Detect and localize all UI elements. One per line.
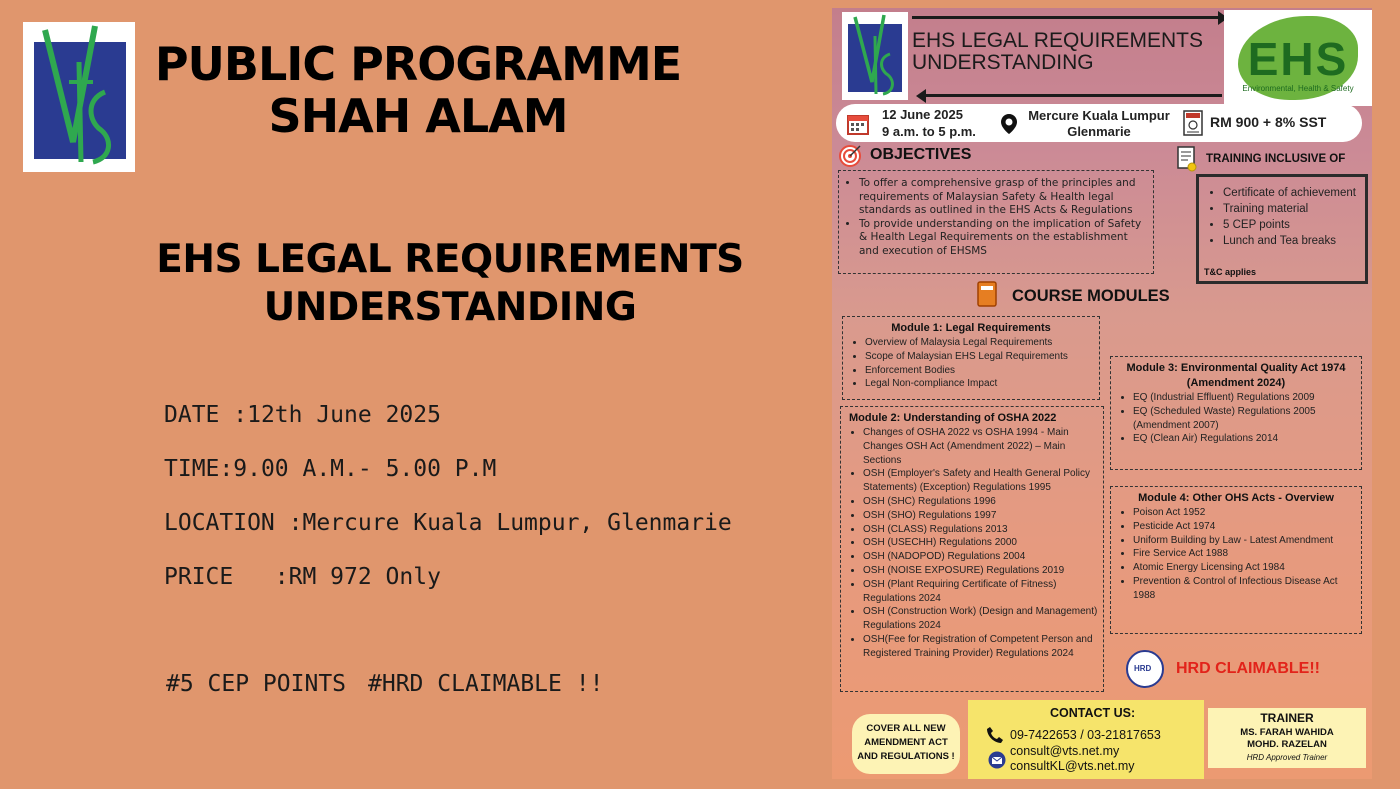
- module-1-title: Module 1: Legal Requirements: [891, 322, 1051, 334]
- trainer-box: [1208, 708, 1366, 768]
- cover-amendment-badge: [852, 714, 960, 774]
- target-icon: [838, 144, 862, 168]
- title-line-2: SHAH ALAM: [268, 89, 568, 143]
- module-2-title: Module 2: Understanding of OSHA 2022: [849, 412, 1057, 424]
- title-rule-top: [912, 16, 1222, 19]
- module-2-item: • OSH (SHC) Regulations 1996: [863, 495, 1099, 509]
- terms-note: T&C applies: [1204, 267, 1257, 277]
- location-pin-icon: [1000, 113, 1018, 135]
- training-item: • Training material: [1223, 201, 1359, 217]
- objectives-box: [838, 170, 1154, 274]
- module-4-item: • Prevention & Control of Infectious Disease Act 1988: [1133, 575, 1357, 603]
- price-label: PRICE :: [164, 564, 289, 590]
- module-3-item: • EQ (Clean Air) Regulations 2014: [1133, 432, 1357, 446]
- contact-heading: CONTACT US:: [1050, 706, 1136, 720]
- module-1-box: [842, 316, 1100, 400]
- trainer-name-2: MOHD. RAZELAN: [1247, 739, 1327, 750]
- module-3-box: [1110, 356, 1362, 470]
- ehs-logo: [1224, 10, 1372, 106]
- event-info-bar: [836, 104, 1362, 142]
- contact-email-2[interactable]: consultKL@vts.net.my: [1010, 759, 1135, 773]
- hrd-corp-seal-icon: [1126, 650, 1164, 688]
- poster-vts-logo: [842, 12, 908, 100]
- hashtag-hrd: #HRD CLAIMABLE !!: [368, 671, 604, 697]
- time-label: TIME:: [164, 456, 234, 482]
- module-4-item: • Atomic Energy Licensing Act 1984: [1133, 561, 1357, 575]
- title-line-1: PUBLIC PROGRAMME: [154, 37, 682, 91]
- module-4-item: • Uniform Building by Law - Latest Amendment: [1133, 534, 1357, 548]
- hashtag-cep: #5 CEP POINTS: [166, 671, 347, 697]
- poster-title-line-2: UNDERSTANDING: [912, 51, 1094, 74]
- module-2-item: • OSH (NADOPOD) Regulations 2004: [863, 550, 1099, 564]
- fee-receipt-icon: [1182, 109, 1204, 137]
- date-label: DATE :: [164, 402, 248, 428]
- cover-line-3: AND REGULATIONS !: [857, 751, 955, 762]
- contact-box: [968, 700, 1204, 779]
- poster-title: [912, 30, 1222, 74]
- hashtags: [166, 671, 625, 697]
- module-2-item: • OSH (USECHH) Regulations 2000: [863, 536, 1099, 550]
- contact-email-1[interactable]: consult@vts.net.my: [1010, 744, 1120, 758]
- module-4-title: Module 4: Other OHS Acts - Overview: [1138, 492, 1334, 504]
- hrd-claimable-text: HRD CLAIMABLE!!: [1176, 660, 1320, 677]
- event-date: 12 June 2025: [882, 107, 963, 122]
- module-4-box: [1110, 486, 1362, 634]
- calendar-icon: [846, 112, 870, 136]
- module-1-item: • Enforcement Bodies: [865, 364, 1095, 378]
- hrd-seal-text: HRD: [1134, 664, 1152, 673]
- poster-title-line-1: EHS LEGAL REQUIREMENTS: [912, 29, 1203, 52]
- location-line: [164, 510, 732, 536]
- training-item: • 5 CEP points: [1223, 217, 1359, 233]
- vts-logo: [23, 22, 135, 172]
- book-icon: [976, 280, 998, 308]
- location-value: Mercure Kuala Lumpur, Glenmarie: [302, 510, 732, 536]
- time-line: [164, 456, 496, 482]
- poster-vts-mark-icon: [842, 12, 908, 100]
- module-2-item: • OSH(Fee for Registration of Competent Person and Registered Training Provider) Regulations 2024: [863, 633, 1099, 661]
- module-2-item: • OSH (SHO) Regulations 1997: [863, 509, 1099, 523]
- page-title: [148, 38, 688, 142]
- cover-line-2: AMENDMENT ACT: [864, 737, 948, 748]
- objective-item: • To offer a comprehensive grasp of the principles and requirements of Malaysian Safety & Health legal standards as outlined in the EHS Acts & Regulations: [859, 177, 1145, 218]
- module-1-item: • Overview of Malaysia Legal Requirements: [865, 336, 1095, 350]
- date-line: [164, 402, 441, 428]
- time-value: 9.00 A.M.- 5.00 P.M: [233, 456, 497, 482]
- trainer-role: HRD Approved Trainer: [1246, 753, 1328, 762]
- course-title-line-2: UNDERSTANDING: [263, 285, 637, 330]
- objectives-heading: OBJECTIVES: [870, 146, 972, 163]
- event-time: 9 a.m. to 5 p.m.: [882, 124, 976, 139]
- module-2-item: • OSH (Construction Work) (Design and Management) Regulations 2024: [863, 605, 1099, 633]
- contact-phone[interactable]: 09-7422653 / 03-21817653: [1010, 728, 1161, 742]
- location-label: LOCATION :: [164, 510, 303, 536]
- module-1-item: • Legal Non-compliance Impact: [865, 377, 1095, 391]
- poster: [832, 8, 1372, 779]
- cover-line-1: COVER ALL NEW: [866, 723, 946, 734]
- module-1-item: • Scope of Malaysian EHS Legal Requirements: [865, 350, 1095, 364]
- certificate-icon: [1176, 146, 1198, 174]
- email-icon: [988, 751, 1006, 769]
- trainer-name-1: MS. FARAH WAHIDA: [1240, 727, 1334, 738]
- training-item: • Lunch and Tea breaks: [1223, 233, 1359, 249]
- module-3-item: • EQ (Industrial Effluent) Regulations 2009: [1133, 391, 1357, 405]
- venue-line-1: Mercure Kuala Lumpur: [1028, 108, 1170, 123]
- module-4-item: • Pesticide Act 1974: [1133, 520, 1357, 534]
- module-2-item: • OSH (Employer's Safety and Health General Policy Statements) (Exception) Regulations 1995: [863, 467, 1099, 495]
- phone-icon: [986, 726, 1004, 744]
- venue-line-2: Glenmarie: [1067, 124, 1131, 139]
- course-modules-heading: COURSE MODULES: [1012, 287, 1170, 305]
- trainer-heading: TRAINER: [1260, 711, 1314, 725]
- title-rule-bottom: [924, 94, 1222, 97]
- arrow-left-icon: [916, 89, 926, 103]
- module-2-box: [840, 406, 1104, 692]
- fee: RM 900 + 8% SST: [1210, 114, 1327, 130]
- course-title-line-1: EHS LEGAL REQUIREMENTS: [156, 237, 744, 282]
- price-value: RM 972 Only: [288, 564, 441, 590]
- ehs-logo-text: EHS: [1247, 33, 1349, 85]
- training-heading: TRAINING INCLUSIVE OF: [1206, 153, 1346, 165]
- training-item: • Certificate of achievement: [1223, 185, 1359, 201]
- course-title: [150, 236, 750, 332]
- objective-item: • To provide understanding on the implication of Safety & Health Legal Requirements on the establishment and execution of EHSMS: [859, 218, 1145, 259]
- date-value: 12th June 2025: [247, 402, 441, 428]
- module-2-item: • OSH (CLASS) Regulations 2013: [863, 523, 1099, 537]
- module-2-item: • OSH (Plant Requiring Certificate of Fitness) Regulations 2024: [863, 578, 1099, 606]
- module-4-item: • Poison Act 1952: [1133, 506, 1357, 520]
- module-2-item: • Changes of OSHA 2022 vs OSHA 1994 - Main Changes OSH Act (Amendment 2022) – Main Sections: [863, 426, 1099, 467]
- module-3-title: Module 3: Environmental Quality Act 1974 (Amendment 2024): [1126, 362, 1346, 389]
- module-2-item: • OSH (NOISE EXPOSURE) Regulations 2019: [863, 564, 1099, 578]
- vts-logo-mark-icon: [23, 22, 135, 172]
- price-line: [164, 564, 441, 590]
- module-4-item: • Fire Service Act 1988: [1133, 547, 1357, 561]
- ehs-logo-subtitle: Environmental, Health & Safety: [1242, 84, 1354, 93]
- module-3-item: • EQ (Scheduled Waste) Regulations 2005 (Amendment 2007): [1133, 405, 1357, 433]
